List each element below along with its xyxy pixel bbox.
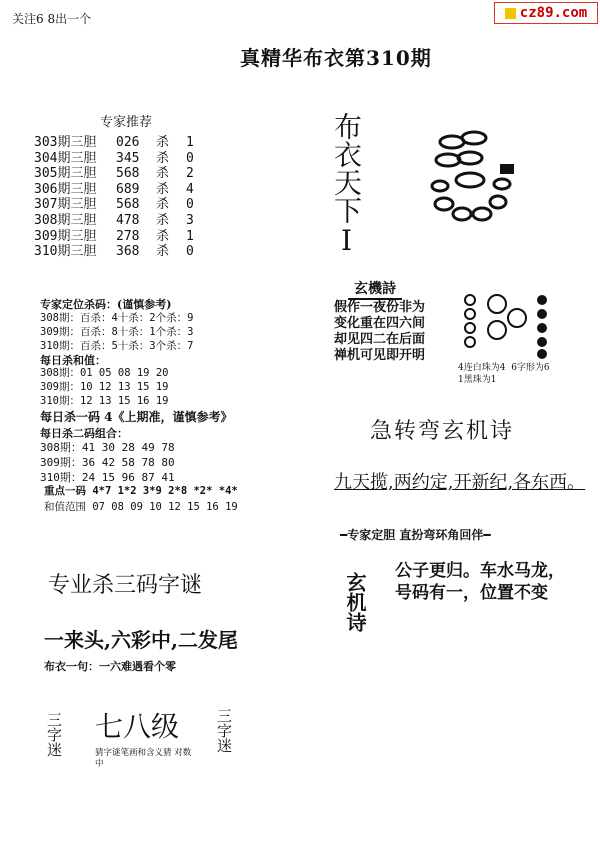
poem-box bbox=[334, 300, 425, 364]
list-item: 308期：41 30 28 49 78 bbox=[40, 441, 175, 454]
expert-list bbox=[34, 135, 194, 260]
list-item: 310期：12 13 15 16 19 bbox=[40, 395, 169, 407]
daily-line2: 和值范围 07 08 09 10 12 15 16 19 bbox=[44, 501, 238, 513]
kill3-note: 布衣一句：一六难遇看个零 bbox=[44, 660, 176, 673]
poem-line: 假作一夜份非为 bbox=[334, 300, 426, 315]
riddle-heading: 急转弯玄机诗 bbox=[370, 419, 515, 444]
list-item: 304期三胆 345 杀 0 bbox=[34, 150, 194, 166]
list-item: 303期三胆 026 杀 1 bbox=[34, 135, 194, 150]
daily-line1: 重点一码 4*7 1*2 3*9 2*8 *2* *4* bbox=[44, 485, 238, 497]
list-item: 308期：01 05 08 19 20 bbox=[40, 367, 169, 379]
riddle-line: 九天揽,两约定,开新纪,各东西。 bbox=[334, 472, 586, 493]
site-logo[interactable] bbox=[494, 2, 598, 24]
sum-list bbox=[40, 366, 168, 408]
xuan-vertical-title: 玄机诗 bbox=[343, 572, 367, 632]
poem-title: 玄機詩 bbox=[348, 278, 402, 300]
list-item: 309期三胆 278 杀 1 bbox=[34, 228, 194, 244]
sum-heading: 每日杀和值： bbox=[40, 354, 106, 367]
buyi-vertical-title: 布衣天下Ⅰ bbox=[330, 112, 363, 257]
daily-list bbox=[40, 440, 175, 485]
list-item: 309期：百杀：8十杀：1个杀：3 bbox=[40, 326, 194, 338]
beads-label: 4连白珠为4 6字形为6 1黑珠为1 bbox=[458, 363, 550, 385]
logo-square-icon bbox=[505, 8, 516, 19]
position-heading: 专家定位杀码：(谨慎参考) bbox=[40, 298, 172, 311]
position-list bbox=[40, 311, 193, 353]
qiba-riddle: 七八级 bbox=[95, 710, 180, 743]
list-item: 308期：百杀：4十杀：2个杀：9 bbox=[40, 312, 194, 324]
poem-line: 变化重在四六间 bbox=[334, 316, 426, 331]
daily-heading: 每日杀一码 4《上期准，谨慎参考》 bbox=[40, 410, 233, 424]
list-item: 306期三胆 689 杀 4 bbox=[34, 181, 194, 197]
bowls-illustration-icon bbox=[430, 130, 520, 230]
expert-line: ━专家定胆 直扮弯环角回伴━ bbox=[340, 528, 491, 542]
list-item: 307期三胆 568 杀 0 bbox=[34, 197, 194, 213]
list-item: 309期：10 12 13 15 19 bbox=[40, 381, 169, 393]
page-title: 真精华布衣第310期 bbox=[240, 46, 432, 70]
poem-line: 却见四二在后面 bbox=[334, 332, 426, 347]
list-item: 310期：24 15 96 87 41 bbox=[40, 471, 175, 484]
daily-sub: 每日杀二码组合： bbox=[40, 427, 128, 440]
list-item: 305期三胆 568 杀 2 bbox=[34, 166, 194, 182]
list-item: 310期三胆 368 杀 0 bbox=[34, 244, 194, 260]
list-item: 310期：百杀：5十杀：3个杀：7 bbox=[40, 340, 194, 352]
kill3-phrase: 一来头,六彩中,二发尾 bbox=[44, 628, 238, 652]
beads-illustration-icon bbox=[462, 290, 557, 360]
kill3-title: 专业杀三码字谜 bbox=[48, 573, 203, 598]
top-note: 关注6 8出一个 bbox=[12, 12, 92, 26]
logo-text: cz89.com bbox=[519, 5, 588, 21]
list-item: 309期：36 42 58 78 80 bbox=[40, 456, 175, 469]
sanzi-right: 三字迷 bbox=[215, 708, 233, 753]
list-item: 308期三胆 478 杀 3 bbox=[34, 212, 194, 228]
expert-heading: 专家推荐 bbox=[100, 115, 153, 130]
qiba-note: 猜字谜笔画和含义猜 对数中 bbox=[95, 748, 192, 769]
poem-line: 禅机可见即开明 bbox=[334, 348, 426, 363]
xuan-text: 公子更归。车水马龙， 号码有一，位置不变 bbox=[395, 561, 565, 603]
sanzi-left: 三字迷 bbox=[45, 712, 63, 757]
